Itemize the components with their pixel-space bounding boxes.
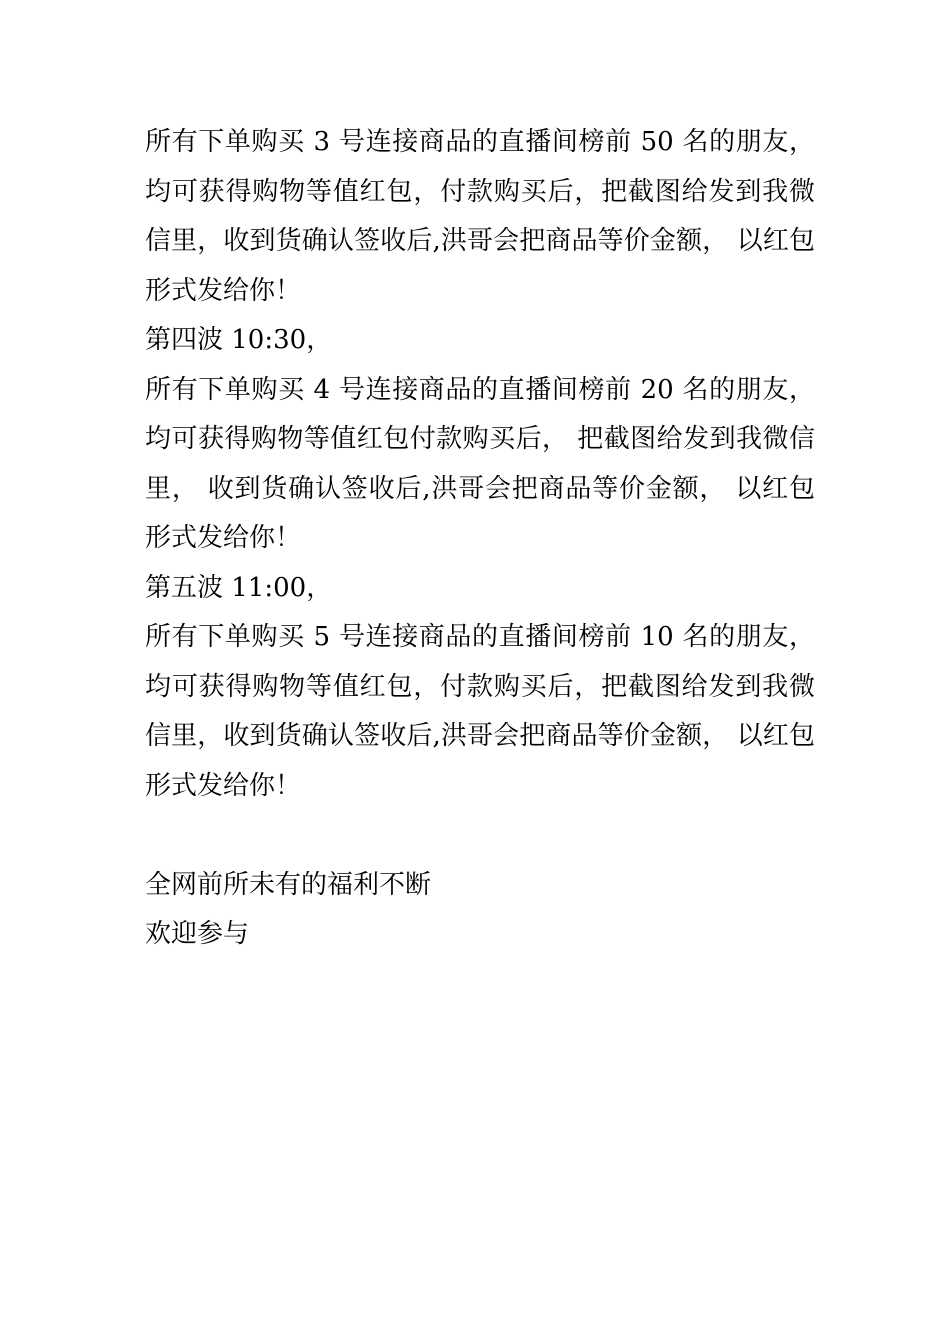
document-body xyxy=(145,118,815,960)
paragraph-wave-5-heading: 第五波 11:00， xyxy=(145,572,333,603)
paragraph-closing-benefits: 全网前所未有的福利不断 xyxy=(145,869,432,900)
paragraph-wave-4-details: 所有下单购买 4 号连接商品的直播间榜前 20 名的朋友，均可获得购物等值红包付款购买后， 把截图给发到我微信里， 收到货确认签收后,洪哥会把商品等价金额， 以红包形式发给你！ xyxy=(145,374,815,553)
paragraph-wave-3-details: 所有下单购买 3 号连接商品的直播间榜前 50 名的朋友，均可获得购物等值红包，付款购买后，把截图给发到我微信里，收到货确认签收后,洪哥会把商品等价金额， 以红包形式发给你！ xyxy=(145,127,815,306)
paragraph-wave-4-heading: 第四波 10:30， xyxy=(145,325,333,355)
paragraph-closing-welcome: 欢迎参与 xyxy=(145,919,250,949)
blank-line xyxy=(145,811,815,861)
paragraph-wave-5-details: 所有下单购买 5 号连接商品的直播间榜前 10 名的朋友，均可获得购物等值红包，付款购买后，把截图给发到我微信里，收到货确认签收后,洪哥会把商品等价金额， 以红包形式发给你！ xyxy=(145,622,815,801)
